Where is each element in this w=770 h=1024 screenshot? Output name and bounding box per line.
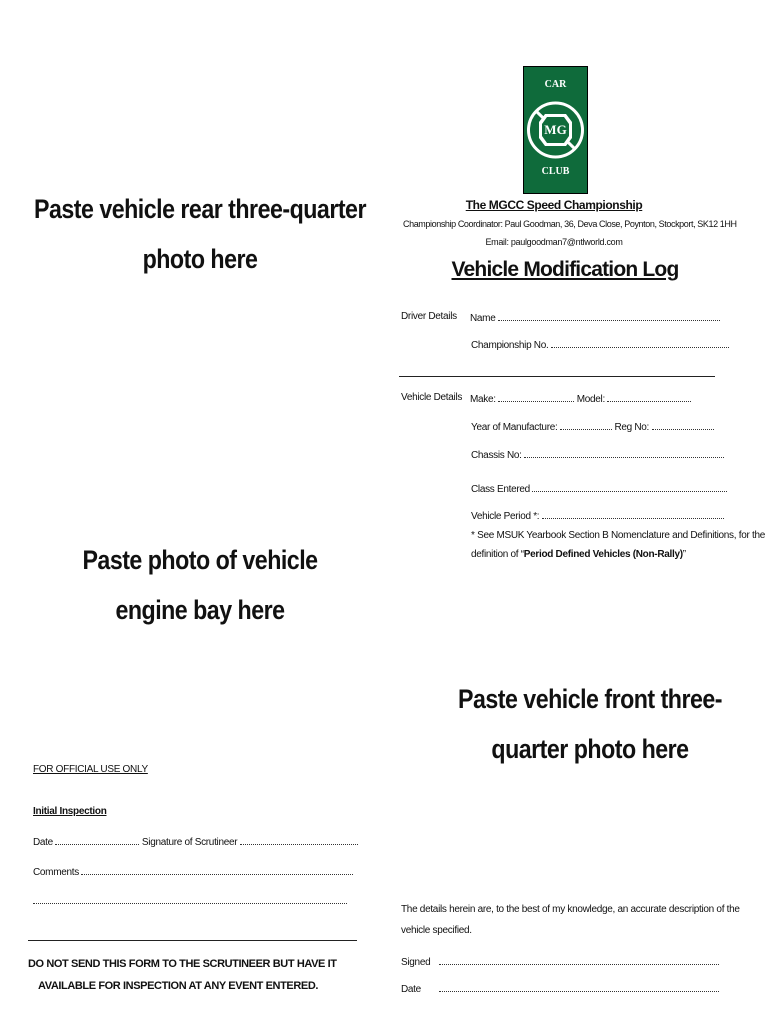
comments-row [33, 865, 353, 878]
signed-label: Signed [401, 957, 431, 968]
year-field[interactable] [560, 420, 612, 430]
inspection-date-label: Date [33, 837, 53, 848]
email-text: Email: paulgoodman7@ntlworld.com [485, 237, 623, 247]
championship-title: The MGCC Speed Championship [465, 198, 643, 212]
chassis-label: Chassis No: [471, 450, 522, 461]
warning-line1: DO NOT SEND THIS FORM TO THE SCRUTINEER BUT HAVE IT [28, 958, 337, 970]
engine-photo-line1: Paste photo of vehicle [82, 545, 318, 575]
driver-details-label: Driver Details [401, 311, 457, 322]
warning-line2: AVAILABLE FOR INSPECTION AT ANY EVENT ENTERED. [37, 980, 319, 992]
period-note-line2 [471, 549, 686, 560]
inspection-date-sig-row [33, 835, 358, 848]
class-row [471, 482, 727, 495]
name-label: Name [470, 313, 496, 324]
period-note-line1: * See MSUK Yearbook Section B Nomenclature and Definitions, for the [471, 530, 765, 541]
form-title: Vehicle Modification Log [451, 258, 679, 281]
period-note-suffix: ” [682, 549, 686, 560]
period-note-prefix: definition of “ [471, 549, 524, 560]
declaration-date-label: Date [401, 984, 421, 995]
period-field[interactable] [542, 509, 724, 519]
rear-photo-line1: Paste vehicle rear three-quarter [34, 194, 366, 224]
official-divider [28, 940, 357, 941]
name-field[interactable] [498, 311, 720, 321]
coordinator-text: Championship Coordinator: Paul Goodman, 36, Deva Close, Poynton, Stockport, SK12 1HH [403, 219, 737, 229]
official-use-heading: FOR OFFICIAL USE ONLY [33, 764, 148, 775]
reg-field[interactable] [652, 420, 714, 430]
make-model-row [470, 392, 691, 405]
chassis-row [471, 448, 724, 461]
make-field[interactable] [498, 392, 574, 402]
comments-label: Comments [33, 867, 79, 878]
period-row [471, 509, 724, 522]
scrutineer-sig-field[interactable] [240, 835, 358, 845]
engine-photo-line2: engine bay here [115, 595, 285, 625]
logo-text-top: CAR [544, 79, 567, 90]
declaration-line1: The details herein are, to the best of my knowledge, an accurate description of the [401, 904, 740, 915]
year-label: Year of Manufacture: [471, 422, 558, 433]
inspection-date-field[interactable] [55, 835, 139, 845]
championship-no-row [471, 338, 729, 351]
model-label: Model: [576, 394, 605, 405]
period-label: Vehicle Period *: [471, 511, 540, 522]
class-label: Class Entered [471, 484, 530, 495]
chassis-field[interactable] [524, 448, 724, 458]
driver-divider [399, 376, 715, 377]
front-photo-line1: Paste vehicle front three- [457, 684, 723, 714]
engine-photo-placeholder [28, 535, 372, 635]
make-label: Make: [470, 394, 496, 405]
logo-text-bottom: CLUB [541, 166, 570, 177]
declaration-date-field[interactable] [439, 982, 719, 992]
comments-field-line2[interactable] [33, 894, 347, 904]
name-row [470, 311, 720, 324]
model-field[interactable] [607, 392, 691, 402]
class-field[interactable] [532, 482, 727, 492]
reg-label: Reg No: [614, 422, 650, 433]
year-reg-row [471, 420, 714, 433]
warning-notice [28, 953, 337, 997]
championship-no-field[interactable] [551, 338, 729, 348]
comments-field[interactable] [81, 865, 353, 875]
declaration-date-row [401, 982, 719, 995]
rear-photo-placeholder [28, 184, 372, 284]
championship-no-label: Championship No. [471, 340, 549, 351]
signed-field[interactable] [439, 955, 719, 965]
initial-inspection-heading: Initial Inspection [33, 806, 107, 817]
scrutineer-sig-label: Signature of Scrutineer [141, 837, 238, 848]
declaration-line2: vehicle specified. [401, 925, 472, 936]
front-photo-line2: quarter photo here [491, 734, 689, 764]
period-note-bold: Period Defined Vehicles (Non-Rally) [523, 549, 683, 560]
vehicle-details-label: Vehicle Details [401, 392, 463, 403]
front-photo-placeholder [418, 674, 762, 774]
signed-row [401, 955, 719, 968]
rear-photo-line2: photo here [142, 244, 258, 274]
mgcc-logo [523, 66, 588, 194]
logo-text-middle: MG [544, 122, 567, 137]
